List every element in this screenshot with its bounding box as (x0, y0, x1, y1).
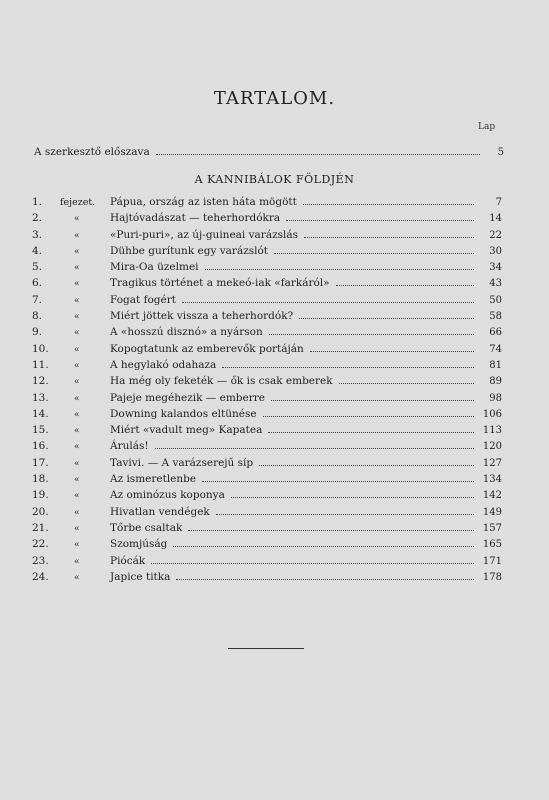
page-number: 34 (489, 262, 502, 274)
toc-entry (32, 506, 502, 522)
page-number: 66 (489, 327, 502, 339)
page-number: 50 (489, 294, 502, 306)
chapter-title: Árulás! (110, 440, 149, 453)
leader-dots (310, 351, 474, 352)
section-title: A KANNIBÁLOK FÖLDJÉN (194, 173, 355, 186)
page-number: 14 (489, 213, 502, 225)
toc-entry (32, 212, 502, 228)
chapter-number: 3. (32, 228, 43, 241)
page-number: 127 (482, 457, 502, 469)
leader-dots (202, 481, 474, 482)
toc-entry (32, 326, 502, 342)
chapter-title: Hajtóvadászat — teherhordókra (110, 212, 281, 225)
leader-dots (156, 154, 480, 155)
chapter-title: Japice titka (110, 570, 171, 583)
ditto-mark: « (74, 458, 80, 469)
page-number: 89 (489, 376, 502, 388)
ditto-mark: « (74, 507, 80, 518)
chapter-title: Hivatlan vendégek (110, 505, 210, 518)
toc-entry (32, 424, 502, 440)
ditto-mark: « (74, 279, 80, 290)
chapter-word: fejezet. (60, 197, 96, 208)
toc-entry (32, 294, 502, 310)
chapter-title: Az ismeretlenbe (110, 473, 197, 486)
toc-entry (32, 261, 502, 277)
chapter-title: Tavivi. — A varázserejű síp (110, 456, 254, 469)
chapter-title: Piócák (110, 554, 146, 567)
chapter-number: 21. (32, 521, 49, 534)
page-title: TARTALOM. (213, 88, 336, 109)
chapter-number: 7. (32, 293, 43, 306)
leader-dots (339, 383, 474, 384)
leader-dots (231, 497, 474, 498)
toc-entry (32, 440, 502, 456)
toc-list (32, 196, 502, 587)
leader-dots (263, 416, 474, 417)
page-number: 74 (489, 343, 502, 355)
chapter-number: 9. (32, 326, 43, 339)
chapter-number: 6. (32, 277, 43, 290)
chapter-number: 10. (32, 342, 49, 355)
page-number: 81 (489, 359, 502, 371)
ditto-mark: « (74, 572, 80, 583)
chapter-title: Miért «vadult meg» Kapatea (110, 424, 263, 437)
ditto-mark: « (74, 312, 80, 323)
leader-dots (188, 530, 474, 531)
page-number: 7 (495, 197, 502, 208)
toc-entry (32, 522, 502, 538)
ditto-mark: « (74, 263, 80, 274)
ditto-mark: « (74, 475, 80, 486)
toc-entry (32, 555, 502, 571)
chapter-number: 11. (32, 358, 49, 371)
leader-dots (299, 318, 474, 319)
ditto-mark: « (74, 442, 80, 453)
chapter-title: Az ominózus koponya (110, 489, 225, 502)
chapter-number: 8. (32, 310, 43, 323)
toc-entry (32, 359, 502, 375)
page-number: 165 (482, 539, 502, 551)
chapter-title: Kopogtatunk az emberevők portáján (110, 342, 304, 355)
chapter-title: Mira-Oa üzelmei (110, 261, 199, 274)
leader-dots (304, 237, 474, 238)
toc-entry (32, 473, 502, 489)
ditto-mark: « (74, 426, 80, 437)
leader-dots (155, 448, 474, 449)
leader-dots (173, 546, 474, 547)
chapter-number: 13. (32, 391, 49, 404)
chapter-title: Miért jöttek vissza a teherhordók? (110, 310, 294, 323)
toc-entry (32, 457, 502, 473)
chapter-title: A «hosszú disznó» a nyárson (110, 326, 263, 339)
intro-entry (34, 146, 504, 160)
chapter-number: 1. (32, 196, 43, 208)
divider-rule (228, 648, 304, 649)
toc-entry (32, 538, 502, 554)
ditto-mark: « (74, 540, 80, 551)
chapter-title: Downing kalandos eltünése (110, 407, 257, 420)
chapter-number: 24. (32, 570, 49, 583)
page-column-header: Lap (478, 122, 496, 132)
page-number: 106 (482, 408, 502, 420)
chapter-title: «Puri-puri», az új-guineai varázslás (110, 228, 299, 241)
leader-dots (222, 367, 474, 368)
toc-entry (32, 277, 502, 293)
intro-page-number: 5 (497, 147, 504, 158)
toc-entry (32, 571, 502, 587)
leader-dots (216, 514, 474, 515)
ditto-mark: « (74, 409, 80, 420)
toc-entry (32, 489, 502, 505)
chapter-number: 22. (32, 538, 49, 551)
ditto-mark: « (74, 491, 80, 502)
ditto-mark: « (74, 214, 80, 225)
toc-entry (32, 343, 502, 359)
leader-dots (303, 204, 474, 205)
chapter-number: 15. (32, 424, 49, 437)
leader-dots (271, 400, 474, 401)
chapter-number: 17. (32, 456, 49, 469)
ditto-mark: « (74, 393, 80, 404)
toc-entry (32, 408, 502, 424)
chapter-number: 19. (32, 489, 49, 502)
leader-dots (176, 579, 474, 580)
leader-dots (205, 269, 474, 270)
leader-dots (274, 253, 474, 254)
toc-entry (32, 229, 502, 245)
ditto-mark: « (74, 246, 80, 257)
leader-dots (151, 563, 474, 564)
ditto-mark: « (74, 377, 80, 388)
ditto-mark: « (74, 295, 80, 306)
ditto-mark: « (74, 360, 80, 371)
toc-entry (32, 375, 502, 391)
page-number: 113 (482, 425, 502, 437)
leader-dots (268, 432, 474, 433)
toc-entry (32, 392, 502, 408)
leader-dots (336, 285, 474, 286)
toc-entry (32, 196, 502, 212)
chapter-title: A hegylakó odahaza (110, 358, 217, 371)
page-number: 98 (489, 392, 502, 404)
intro-label: A szerkesztő előszava (34, 146, 150, 158)
toc-entry (32, 245, 502, 261)
ditto-mark: « (74, 328, 80, 339)
chapter-number: 2. (32, 212, 43, 225)
chapter-title: Ha még oly feketék — ők is csak emberek (110, 375, 333, 388)
chapter-number: 5. (32, 261, 43, 274)
page-number: 134 (482, 474, 502, 486)
chapter-number: 14. (32, 407, 49, 420)
chapter-title: Tőrbe csaltak (110, 521, 183, 534)
leader-dots (259, 465, 474, 466)
ditto-mark: « (74, 556, 80, 567)
page-number: 157 (482, 522, 502, 534)
page-number: 58 (489, 311, 502, 323)
chapter-title: Fogat fogért (110, 293, 176, 306)
chapter-title: Szomjúság (110, 538, 168, 551)
page-number: 171 (482, 555, 502, 567)
page-number: 120 (482, 441, 502, 453)
page-number: 30 (489, 245, 502, 257)
leader-dots (182, 302, 474, 303)
chapter-title: Pápua, ország az isten háta mögött (110, 196, 297, 208)
page-number: 22 (489, 229, 502, 241)
chapter-number: 20. (32, 505, 49, 518)
page-number: 178 (482, 571, 502, 583)
ditto-mark: « (74, 230, 80, 241)
chapter-title: Tragikus történet a mekeó-iak «farkáról» (110, 277, 330, 290)
chapter-number: 4. (32, 244, 43, 257)
leader-dots (286, 220, 474, 221)
chapter-number: 16. (32, 440, 49, 453)
chapter-title: Pajeje megéhezik — emberre (110, 391, 265, 404)
ditto-mark: « (74, 344, 80, 355)
leader-dots (269, 334, 474, 335)
chapter-number: 12. (32, 375, 49, 388)
ditto-mark: « (74, 523, 80, 534)
page-number: 142 (482, 490, 502, 502)
chapter-number: 18. (32, 473, 49, 486)
chapter-title: Dühbe gurítunk egy varázslót (110, 244, 269, 257)
page-number: 149 (482, 506, 502, 518)
toc-entry (32, 310, 502, 326)
chapter-number: 23. (32, 554, 49, 567)
page-number: 43 (489, 278, 502, 290)
